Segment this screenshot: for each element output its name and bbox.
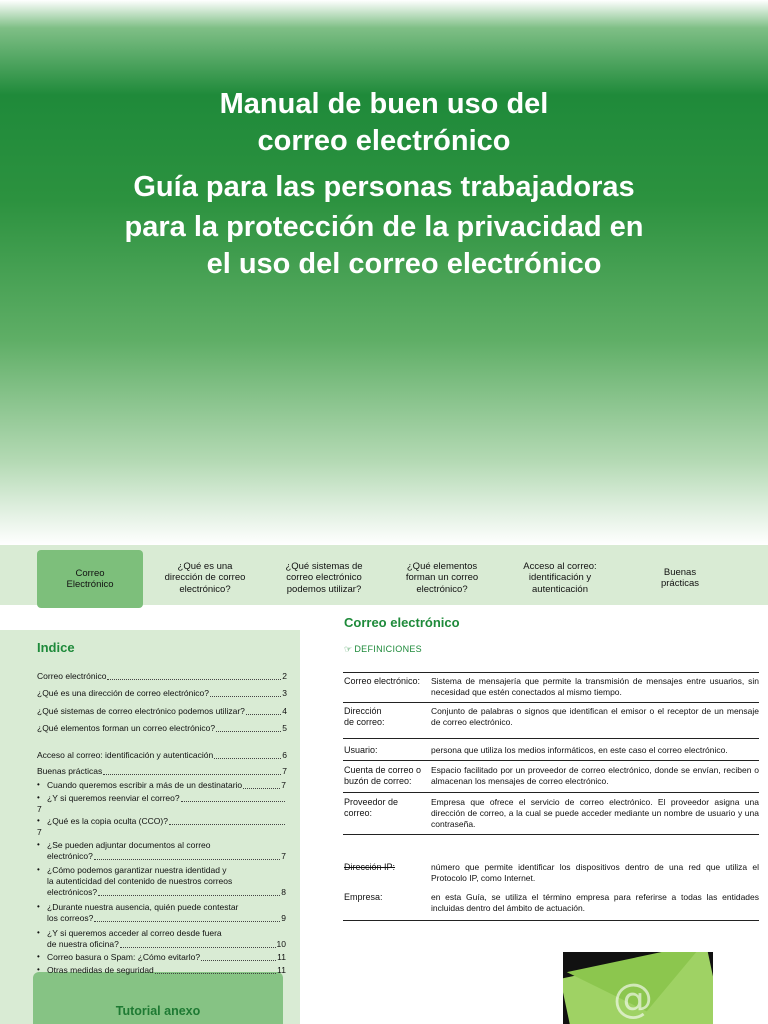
index-page: 7 — [281, 851, 286, 861]
tab-correo-electronico[interactable] — [37, 550, 143, 608]
tab-label: electrónico? — [416, 583, 468, 595]
index-entry-label: de nuestra oficina? — [47, 939, 119, 949]
dot-leader — [216, 731, 281, 732]
index-entry[interactable] — [37, 671, 287, 682]
tab-sistemas-correo[interactable] — [268, 549, 380, 607]
page-title — [0, 86, 768, 283]
divider — [343, 792, 759, 793]
index-entry-label: Otras medidas de seguridad — [47, 965, 154, 975]
index-page: 11 — [277, 952, 286, 962]
definition-text: persona que utiliza los medios informáticos, en este caso el correo electrónico. — [431, 745, 728, 755]
index-sub-entry[interactable] — [47, 902, 286, 924]
index-page: 11 — [277, 965, 286, 975]
definition-term: Cuenta de correo o buzón de correo: — [344, 765, 422, 786]
tab-bar — [0, 545, 768, 605]
tab-label: forman un correo — [405, 572, 479, 584]
tab-direccion-correo[interactable] — [150, 549, 260, 607]
tab-buenas-practicas[interactable] — [624, 549, 736, 607]
index-entry-label: ¿Cómo podemos garantizar nuestra identidad y — [47, 865, 227, 875]
index-page: 7 — [281, 780, 286, 790]
index-entry-label: la autenticidad del contenido de nuestros correos — [47, 876, 233, 886]
index-entry-label: electrónicos? — [47, 887, 98, 897]
index-title: Indice — [37, 640, 75, 655]
dot-leader — [210, 696, 281, 697]
bullet-icon: • — [37, 952, 40, 961]
definition-term-label: Dirección IP: — [344, 862, 396, 872]
definitions-heading-label: DEFINICIONES — [354, 644, 422, 654]
index-entry-label: ¿Qué elementos forman un correo electrónico? — [37, 723, 216, 733]
index-entry[interactable] — [37, 766, 287, 777]
bullet-icon: • — [37, 865, 40, 874]
definition-text: Conjunto de palabras o signos que identifican el emisor o el receptor de un mensaje de correo electrónico. — [431, 706, 759, 727]
index-entry-label: ¿Qué es una dirección de correo electrónico? — [37, 688, 209, 698]
index-page: 3 — [282, 688, 287, 698]
tab-label: Buenas — [663, 566, 697, 578]
index-sub-entry[interactable] — [47, 952, 286, 963]
bullet-icon: • — [37, 793, 40, 802]
index-entry-label: Correo basura o Spam: ¿Cómo evitarlo? — [47, 952, 201, 962]
tutorial-annex-label: Tutorial anexo — [115, 1004, 201, 1018]
index-sub-entry[interactable] — [47, 816, 286, 827]
divider — [343, 920, 759, 921]
bullet-icon: • — [37, 928, 40, 937]
definition-term: Proveedor de correo: — [344, 797, 399, 818]
index-entry-label: Buenas prácticas — [37, 766, 103, 776]
index-page: 6 — [282, 750, 287, 760]
index-sub-entry[interactable] — [47, 928, 286, 950]
index-page: 7 — [282, 766, 287, 776]
tab-elementos-correo[interactable] — [386, 549, 498, 607]
divider — [343, 834, 759, 835]
definition-text: número que permite identificar los dispositivos dentro de una red que utiliza el Protocolo IP, como Internet. — [431, 862, 759, 883]
definition-text: Sistema de mensajería que permite la transmisión de mensajes entre usuarios, sin necesidad que estén conectados al mismo tiempo. — [431, 676, 759, 697]
bullet-icon: • — [37, 902, 40, 911]
definition-term — [344, 862, 429, 873]
index-entry-label: los correos? — [47, 913, 94, 923]
definition-text: Empresa que ofrece el servicio de correo electrónico. El proveedor asigna una dirección de correo, a la cual se puede acceder mediante un nombre de usuario y una contraseña. — [431, 797, 759, 829]
dot-leader — [94, 859, 280, 860]
index-page: 4 — [282, 706, 287, 716]
dot-leader — [243, 788, 280, 789]
definition-term: Correo electrónico: — [344, 676, 421, 686]
dot-leader — [214, 758, 281, 759]
index-entry-label: ¿Qué sistemas de correo electrónico podemos utilizar? — [37, 706, 245, 716]
tab-acceso-correo[interactable] — [504, 549, 616, 607]
index-entry-label: ¿Y si queremos reenviar el correo? — [47, 793, 180, 803]
bullet-icon: • — [37, 816, 40, 825]
index-entry[interactable] — [37, 706, 287, 717]
index-entry-label: ¿Y si queremos acceder al correo desde fuera — [47, 928, 222, 938]
at-sign-icon: @ — [613, 976, 653, 1022]
divider — [343, 702, 759, 703]
index-page: 7 — [37, 827, 42, 837]
bullet-icon: • — [37, 840, 40, 849]
title-line-2: correo electrónico — [257, 125, 511, 157]
index-sub-entry[interactable] — [47, 780, 286, 791]
bullet-icon: • — [37, 780, 40, 789]
index-page: 2 — [282, 671, 287, 681]
dot-leader — [155, 973, 276, 974]
index-entry[interactable] — [37, 723, 287, 734]
subtitle-line-1: Guía para las personas trabajadoras — [133, 171, 635, 203]
definition-text: Espacio facilitado por un proveedor de correo electrónico, donde se envían, reciben o almacenan los mensajes de correo electrónico. — [431, 765, 759, 786]
divider — [343, 760, 759, 761]
subtitle-line-2: para la protección de la privacidad en — [124, 211, 644, 243]
definition-term: Usuario: — [344, 745, 378, 755]
index-sub-entry[interactable] — [47, 840, 286, 862]
index-entry-label: ¿Se pueden adjuntar documentos al correo — [47, 840, 211, 850]
divider — [343, 672, 759, 673]
tab-label: identificación y — [528, 572, 592, 584]
index-entry-label: Cuando queremos escribir a más de un destinatario — [47, 780, 243, 790]
definition-text: en esta Guía, se utiliza el término empresa para referirse a todas las entidades incluidas dentro del ámbito de actuación. — [431, 892, 759, 913]
tab-label: Electrónico — [66, 579, 114, 590]
tab-label: podemos utilizar? — [286, 583, 362, 595]
tab-label: autenticación — [532, 583, 588, 595]
dot-leader — [98, 895, 280, 896]
index-entry-label: electrónico? — [47, 851, 93, 861]
dot-leader — [181, 801, 285, 802]
index-page: 10 — [276, 939, 286, 949]
index-page: 8 — [281, 887, 286, 897]
tab-label: Correo — [75, 567, 105, 579]
envelope-image — [563, 952, 713, 1024]
index-entry-label: Correo electrónico — [37, 671, 107, 681]
pointing-hand-icon: ☞ — [344, 644, 353, 654]
index-entry[interactable] — [37, 750, 287, 761]
tab-label: Acceso al correo: — [523, 560, 597, 572]
index-entry-label: ¿Durante nuestra ausencia, quién puede contestar — [47, 902, 239, 912]
divider — [343, 738, 759, 739]
index-entry-label: ¿Qué es la copia oculta (CCO)? — [47, 816, 168, 826]
index-sub-entry[interactable] — [47, 965, 286, 976]
dot-leader — [120, 947, 276, 948]
tab-label: dirección de correo — [164, 572, 246, 584]
dot-leader — [169, 824, 285, 825]
dot-leader — [94, 921, 280, 922]
tab-label: correo electrónico — [286, 572, 362, 584]
tab-label: prácticas — [660, 578, 699, 589]
definition-term: Dirección de correo: — [344, 706, 385, 727]
index-page: 9 — [281, 913, 286, 923]
definition-term: Empresa: — [344, 892, 383, 902]
index-sub-entry[interactable] — [47, 793, 286, 804]
index-page: 7 — [37, 804, 42, 814]
subtitle-line-3: el uso del correo electrónico — [206, 248, 602, 280]
dot-leader — [246, 714, 281, 715]
title-line-1: Manual de buen uso del — [219, 88, 549, 120]
index-sub-entry[interactable] — [47, 865, 286, 898]
index-entry-label: Acceso al correo: identificación y autenticación — [37, 750, 214, 760]
section-title: Correo electrónico — [344, 615, 460, 630]
dot-leader — [107, 679, 281, 680]
dot-leader — [201, 960, 276, 961]
tab-label: electrónico? — [179, 583, 231, 595]
bullet-icon: • — [37, 965, 40, 974]
tab-label: ¿Qué sistemas de — [285, 560, 363, 572]
index-page: 5 — [282, 723, 287, 733]
dot-leader — [103, 774, 281, 775]
tab-label: ¿Qué es una — [177, 560, 233, 572]
definitions-heading — [344, 644, 422, 655]
tab-label: ¿Qué elementos — [406, 560, 478, 572]
index-entry[interactable] — [37, 688, 287, 699]
